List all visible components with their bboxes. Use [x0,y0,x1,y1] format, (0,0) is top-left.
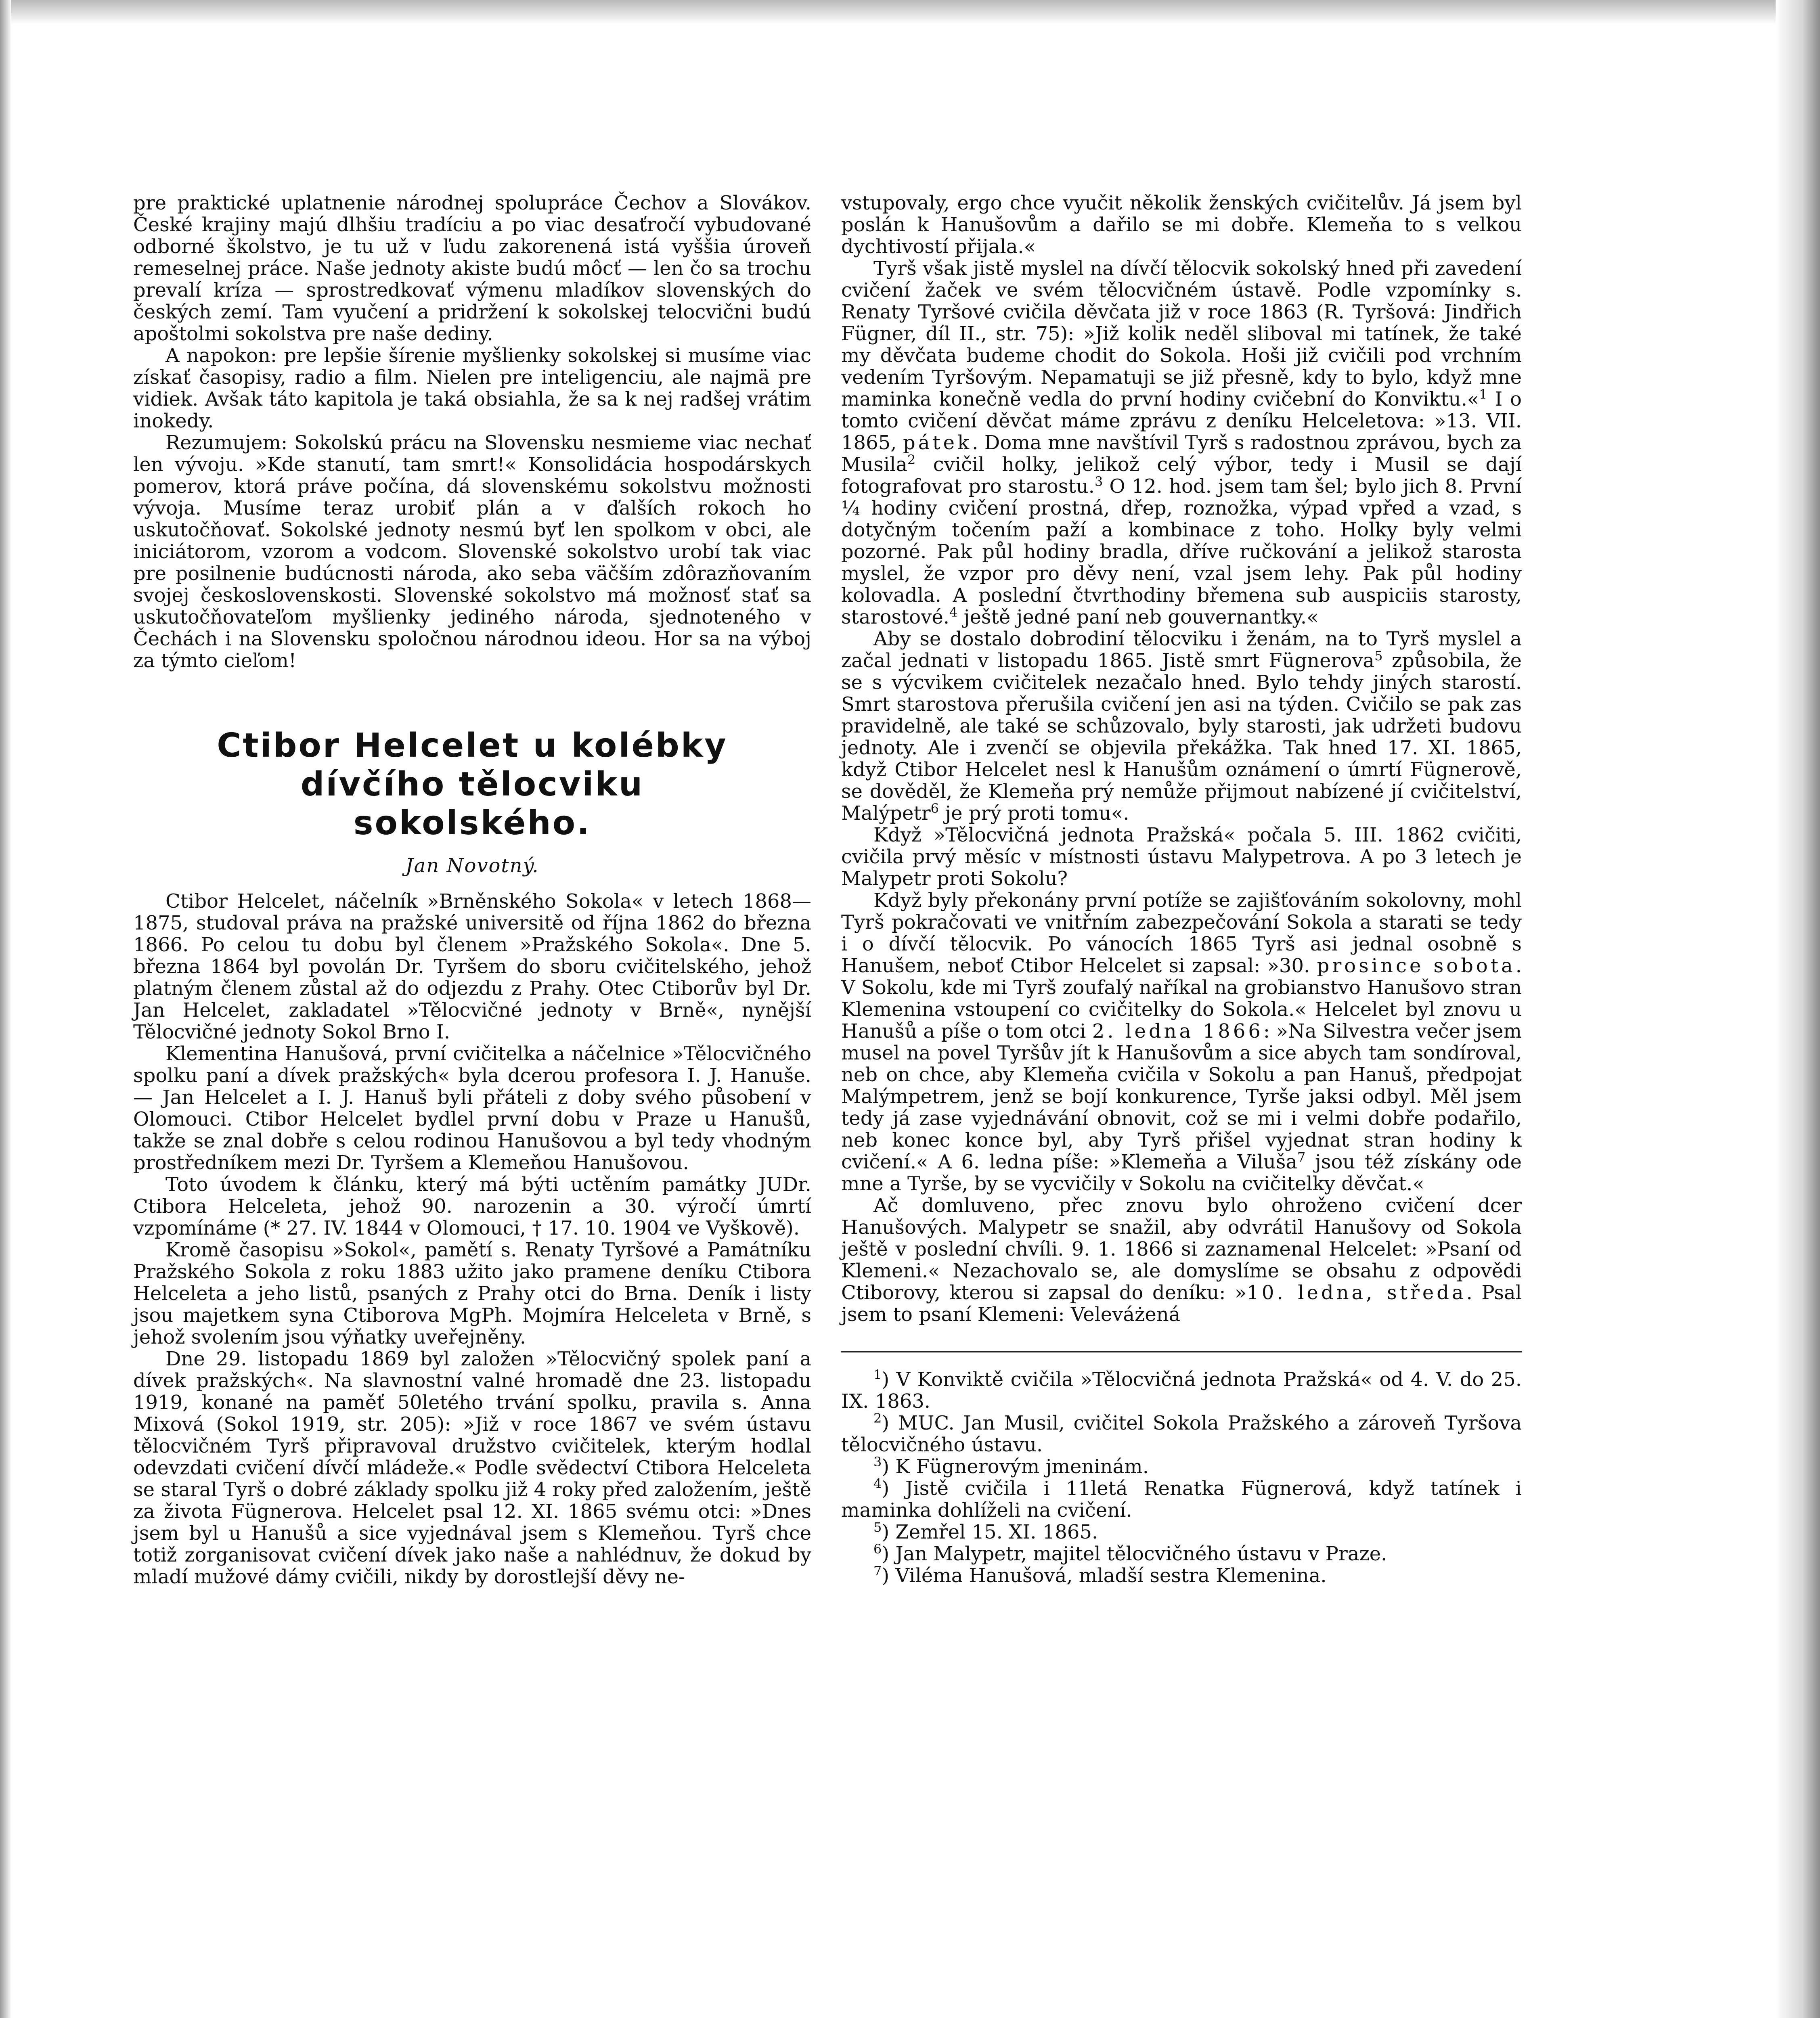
footnote-mark: 6 [873,1541,882,1557]
section-gap [133,672,811,726]
footnote-text: Jistě cvičila i 11letá Renatka Fügnerová, když tatínek i maminka dohlíželi na cvičení. [841,1477,1522,1522]
text-run: Ač domluveno, přec znovu bylo ohroženo cvičení dcer Hanušových. Malypetr se snažil, aby odvrátil Hanušovy od Sokola ještě v poslední chvíli. 9. 1. 1866 si zaznamenal Helcelet: »Psaní od Klemeni.« Nezachovalo se, ale domyslíme se obsahu z odpovědi Ctiborovy, kterou si zapsal do deníku: » [841,1194,1522,1304]
text-run: ještě jedné paní neb gouvernantky.« [957,606,1319,628]
right-paragraph-5 [841,890,1522,1195]
intro-paragraph-2: A napokon: pre lepšie šírenie myšlienky sokolskej si musíme viac získať časopisy, radio a film. Nielen pre inteligenciu, ale najmä pre vidiek. Avšak táto kapitola je taká obsiahla, že sa k nej radšej vrátim inokedy. [133,344,811,432]
text-run: Tyrš však jistě myslel na dívčí tělocvik sokolský hned při zavedení cvičení žaček ve svém tělocvičném ústavě. Podle vzpomínky s. Renaty Tyršové cvičila děvčata již v roce 1863 (R. Tyršová: Jindřich Fügner, díl II., str. 75): »Již kolik neděl sliboval mi tatínek, že také my děvčata budeme chodit do Sokola. Hoši již cvičili pod vrchním vedením Tyršovým. Nepamatuji se již přesně, kdy to bylo, když mne maminka konečně vedla do první hodiny cvičební do Konviktu.« [841,257,1522,410]
footnote-6: $^6$) Jan Malypetr, majitel tělocvičného ústavu v Praze. [873,1541,1387,1565]
footnote-ref-4: 4 [949,605,958,620]
footnote-mark: 3 [873,1454,882,1470]
footnote-ref-2: 2 [907,452,916,467]
text-run: Když byly překonány první potíže se zajišťováním sokolovny, mohl Tyrš pokračovati ve vnitřním zabezpečování Sokola a starati se tedy i o dívčí tělocvik. Po vánocích 1865 Tyrš asi jednal osobně s Hanušem, neboť Ctibor Helcelet si zapsal: »30. [841,889,1522,977]
footnote-mark: 1 [873,1367,882,1382]
footnote-7: $^7$) Viléma Hanušová, mladší sestra Klemenina. [873,1563,1327,1587]
text-run: Aby se dostalo dobrodiní tělocviku i ženám, na to Tyrš myslel a začal jednati v listopadu 1865. Jistě smrt Fügnerova [841,628,1522,672]
spaced-date: 10. ledna, středa [1246,1281,1466,1304]
right-paragraph-4: Když »Tělocvičná jednota Pražská« počala 5. III. 1862 cvičiti, cvičila prvý měsíc v místnosti ústavu Malypetrova. A po 3 letech je Malypetr proti Sokolu? [841,824,1522,890]
right-paragraph-6 [841,1195,1522,1325]
spaced-date: prosince sobota [1317,955,1516,977]
footnote-ref-1: 1 [1479,387,1487,402]
right-column [841,192,1522,1587]
right-paragraph-2 [841,257,1522,628]
article-paragraph-4: Kromě časopisu »Sokol«, pamětí s. Renaty Tyršové a Památníku Pražského Sokola z roku 1883 užito jako pramene deníku Ctibora Helceleta a jeho listů, psaných z Prahy otci do Brna. Deník i listy jsou majetkem syna Ctiborova MgPh. Mojmíra Helceleta v Brně, s jehož svolením jsou výňatky uveřejněny. [133,1239,811,1348]
spaced-date: 2. ledna 1866 [1092,1020,1263,1042]
text-run: způsobila, že se s výcvikem cvičitelek nezačalo hned. Bylo tehdy jiných starostí. Smrt starostova přerušila cvičení jen asi na týden. Cvičilo se pak zas pravidelně, ale také se schůzovalo, byly starosti, jak udržeti budovu jednoty. Ale i zvenčí se objevila překážka. Tak hned 17. XI. 1865, když Ctibor Helcelet nesl k Hanušům oznámení o úmrtí Fügnerově, se dověděl, že Klemeňa prý nemůže přijmout nabízené jí cvičitelství, Malýpetr [841,649,1522,825]
article-paragraph-1: Ctibor Helcelet, náčelník »Brněnského Sokola« v letech 1868—1875, studoval práva na pražské universitě od října 1862 do března 1866. Po celou tu dobu byl členem »Pražského Sokola«. Dne 5. března 1864 byl povolán Dr. Tyršem do sboru cvičitelského, jehož platným členem zůstal až do odjezdu z Prahy. Otec Ctiborův byl Dr. Jan Helcelet, zakladatel »Tělocvičné jednoty v Brně«, nynější Tělocvičné jednoty Sokol Brno I. [133,890,811,1043]
footnote-text: Viléma Hanušová, mladší sestra Klemenina. [895,1564,1327,1587]
right-paragraph-1: vstupovaly, ergo chce vyučit několik ženských cvičitelův. Já jsem byl poslán k Hanušovům a dařilo se mi dobře. Klemeňa to s velkou dychtivostí přijala.« [841,192,1522,258]
footnote-4: $^4$) Jistě cvičila i 11letá Renatka Fügnerová, když tatínek i maminka dohlíželi na cvičení. [841,1476,1522,1522]
article-author: Jan Novotný. [405,854,539,877]
article-paragraph-2: Klementina Hanušová, první cvičitelka a náčelnice »Tělocvičného spolku paní a dívek pražských« byla dcerou profesora I. J. Hanuše. — Jan Helcelet a I. J. Hanuš byli přáteli z doby svého působení v Olomouci. Ctibor Helcelet bydlel první dobu v Praze u Hanušů, takže se znal dobře s celou rodinou Hanušovou a byl tedy vhodným prostředníkem mezi Dr. Tyršem a Klemeňou Hanušovou. [133,1042,811,1174]
intro-paragraph-3: Rezumujem: Sokolskú prácu na Slovensku nesmieme viac nechať len vývoju. »Kde stanutí, tam smrt!« Konsolidácia hospodárskych pomerov, ktorá práve počína, dá slovenskému sokolstvu možnosti vývoja. Musíme teraz urobiť plán a v ďalších rokoch ho uskutočňovať. Sokolské jednoty nesmú byť len spolkom v obci, ale iniciátorom, vzorom a vodcom. Slovenské sokolstvo urobí tak viac pre posilnenie budúcnosti národa, ako seba väčším zdôrazňovaním svojej československosti. Slovenské sokolstvo má možnosť stať sa uskutočňovateľom myšlienky jediného národa, sjednoteného v Čechách i na Slovensku spoločnou národnou ideou. Hor sa na výboj za týmto cieľom! [133,431,811,672]
text-run: O 12. hod. jsem tam šel; bylo jich 8. První ¼ hodiny cvičení prostná, dřep, roznožka, výpad vpřed a vzad, s dotyčným točením paží a kombinace z toho. Holky byly velmi pozorné. Pak půl hodiny bradla, dříve ručkování a jelikož starosta myslel, že vzpor pro děvy není, vzal jsem lehy. Pak půl hodiny kolovadla. A poslední čtvrthodiny břemena sub auspiciis starosty, starostové. [841,475,1522,628]
article-paragraph-3: Toto úvodem k článku, který má býti uctěním památky JUDr. Ctibora Helceleta, jehož 90. narozenin a 30. výročí úmrtí vzpomínáme (* 27. IV. 1844 v Olomouci, † 17. 10. 1904 ve Vyškově). [133,1173,811,1239]
text-run: . Doma mne navštívil Tyrš s radostnou zprávou, bych za Musila [841,431,1522,476]
text-run: . Psal jsem to psaní Klemeni: Veleváżená [841,1281,1522,1326]
left-column [133,192,811,1588]
right-paragraph-3 [841,628,1522,824]
footnote-2: $^2$) MUC. Jan Musil, cvičitel Sokola Pražského a zároveň Tyršova tělocvičného ústavu. [841,1411,1522,1456]
text-run: : »Na Silvestra večer jsem musel na povel Tyršův jít k Hanušovům a sice abych tam sondíroval, neb on chce, aby Klemeňa cvičila v Sokolu a pan Hanuš, předpojat Malýmpetrem, jenž se bojí konkurence, Tyršе jaksi odbyl. Měl jsem tedy já zase vyjednávání obnovit, což se mi i velmi dobře podařilo, neb konec konce byl, aby Tyrš přišel vyjednat stran hodiny k cvičení.« A 6. ledna píše: »Klemeňa a Viluša [841,1020,1522,1173]
scan-edge-top [0,0,1820,24]
footnote-mark: 5 [873,1520,882,1535]
footnote-mark: 2 [873,1411,882,1426]
footnote-text: MUC. Jan Musil, cvičitel Sokola Pražského a zároveň Tyršova tělocvičného ústavu. [841,1412,1522,1456]
article-paragraph-5: Dne 29. listopadu 1869 byl založen »Tělocvičný spolek paní a dívek pražských«. Na slavnostní valné hromadě dne 23. listopadu 1919, konané na paměť 50letého trvání spolku, pravila s. Anna Mixová (Sokol 1919, str. 205): »Již v roce 1867 ve svém ústavu tělocvičném Tyrš připravoval družstvo cvičitelek, kterým hodlal odevzdati cvičení dívčí mládeže.« Podle svědectví Ctibora Helceleta se staral Tyrš o dobré základy spolku již 4 roky před založením, ještě za života Fügnerova. Helcelet psal 12. XI. 1865 svému otci: »Dnes jsem byl u Hanušů a sice vyjednával jsem s Klemeňou. Tyrš chce totiž zorganisovat cvičení dívek jako naše a nahlédnuv, že dokud by mladí mužové dámy cvičili, nikdy by dorostlejší děvy ne- [133,1348,811,1588]
footnote-mark: 4 [873,1476,882,1491]
spaced-date: pátek [903,431,972,454]
article-title-line-2: dívčího tělocviku [300,765,644,804]
footnote-1: $^1$) V Konviktě cvičila »Tělocvičná jednota Pražská« od 4. V. do 25. IX. 1863. [841,1367,1522,1413]
footnote-ref-5: 5 [1374,648,1383,664]
footnote-ref-3: 3 [1094,474,1103,489]
text-run: je prý proti tomu«. [938,802,1129,825]
footnote-text: V Konviktě cvičila »Tělocvičná jednota Pražská« od 4. V. do 25. IX. 1863. [841,1368,1522,1413]
footnote-mark: 7 [873,1563,882,1578]
scan-edge-right [1776,0,1820,2018]
footnote-3: $^3$) K Fügnerovým jmeninám. [873,1454,1149,1478]
text-run: I o tomto cvičení děvčat máme zprávu z deníku Helceletova: »13. VII. 1865, [841,388,1522,454]
article-title [133,726,811,843]
footnote-5: $^5$) Zemřel 15. XI. 1865. [873,1520,1098,1543]
footnote-ref-7: 7 [1297,1149,1306,1165]
footnote-text: K Fügnerovým jmeninám. [895,1455,1149,1478]
footnote-ref-6: 6 [930,801,939,816]
text-run: . V Sokolu, kde mi Tyrš zoufalý naříkal na grobianstvo Hanušovo stran Klemenina vstoupení co cvičitelky do Sokola.« Helcelet byl znovu u Hanušů a píše o tom otci [841,955,1522,1042]
scan-edge-left [0,0,11,2018]
text-run: cvičil holky, jelikož celý výbor, tedy i Musil se dají fotografovat pro starostu. [841,453,1522,498]
article-title-line-1: Ctibor Helcelet u kolébky [217,726,728,765]
text-run: jsou též získány ode mne a Tyrše, by se vycvičily v Sokolu na cvičitelky děvčat.« [841,1151,1522,1195]
article-title-line-3: sokolského. [353,804,591,842]
footnote-text: Zemřel 15. XI. 1865. [895,1521,1098,1543]
intro-paragraph-1: pre praktické uplatnenie národnej spolupráce Čechov a Slovákov. České krajiny majú dlhšiu tradíciu a po viac desaťročí vybudované odborné školstvo, je tu už v ľudu zakorenená istá vyššia úroveň remeselnej práce. Naše jednoty akiste budú môcť — len čo sa trochu prevalí kríza — sprostredkovať výmenu mladíkov slovenských do českých zemí. Tam vyučení a pridržení k sokolskej telocvični budú apoštolmi sokolstva pre naše dediny. [133,192,811,345]
footnote-text: Jan Malypetr, majitel tělocvičného ústavu v Praze. [895,1543,1387,1565]
footnotes [841,1351,1522,1587]
